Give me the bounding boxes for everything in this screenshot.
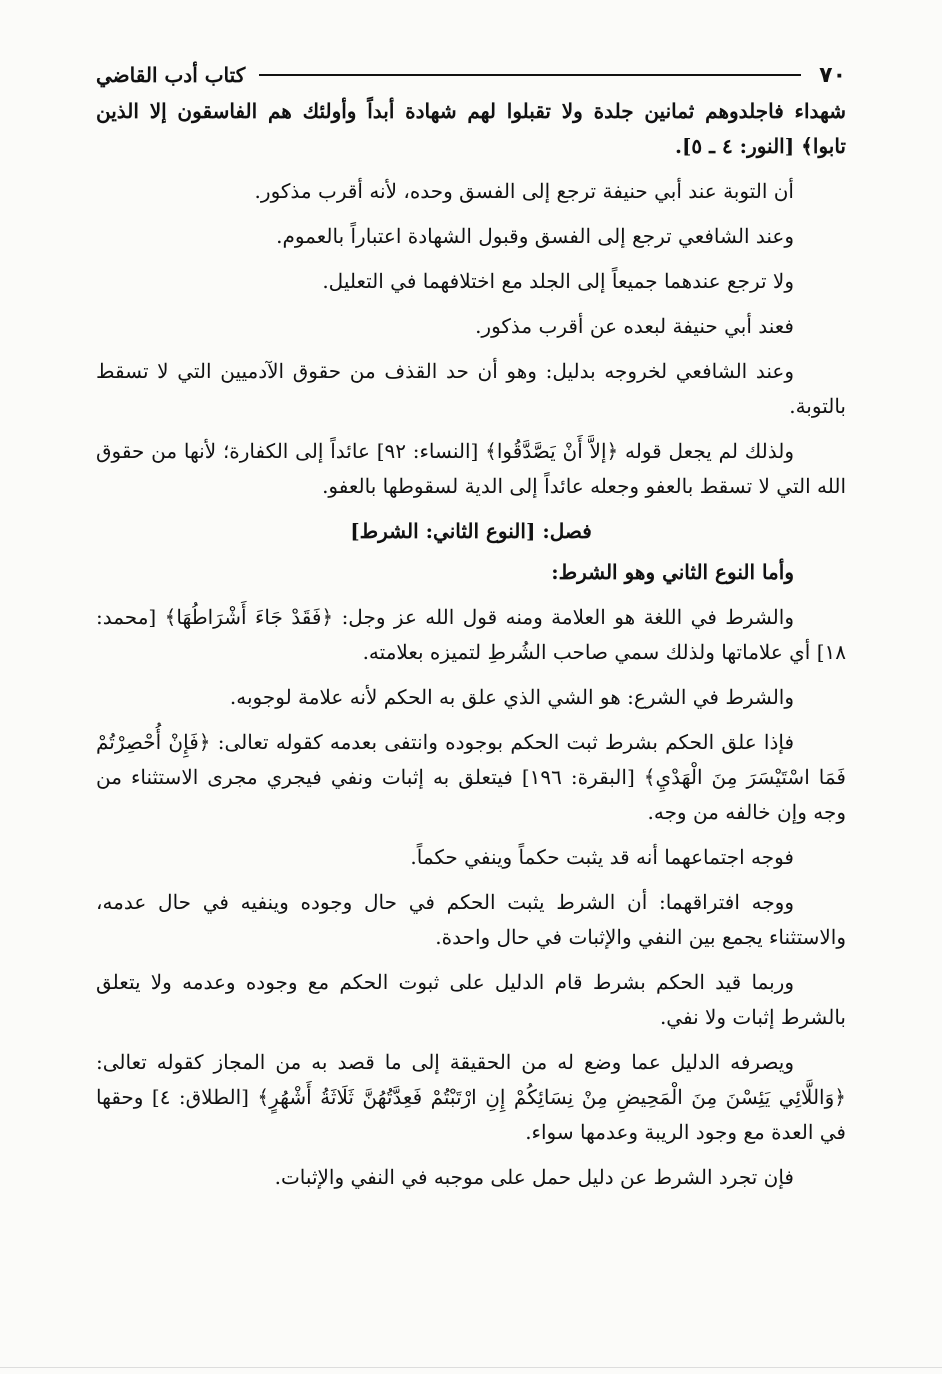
paragraph: ولا ترجع عندهما جميعاً إلى الجلد مع اختلافهما في التعليل. (322, 269, 794, 293)
paragraph: وعند الشافعي ترجع إلى الفسق وقبول الشهادة اعتباراً بالعموم. (276, 224, 794, 248)
page-number: ٧٠ (819, 62, 846, 88)
paragraph: ولذلك لم يجعل قوله ﴿إلاَّ أَنْ يَصَّدَّقُوا﴾ [النساء: ٩٢] عائداً إلى الكفارة؛ لأنها من حقوق الله التي لا تسقط بالعفو وجعله عائداً إلى الدية لسقوطها بالعفو. (96, 439, 846, 498)
paragraph: والشرط في اللغة هو العلامة ومنه قول الله عز وجل: ﴿فَقَدْ جَاءَ أَشْرَاطُهَا﴾ [محمد: ١٨] أي علاماتها ولذلك سمي صاحب الشُرطِ لتميزه بعلامته. (96, 605, 846, 664)
paragraph-verse-continuation: شهداء فاجلدوهم ثمانين جلدة ولا تقبلوا لهم شهادة أبداً وأولئك هم الفاسقون إلا الذين تابوا﴾ [النور: ٤ ـ ٥]. (96, 99, 846, 158)
paragraph: ويصرفه الدليل عما وضع له من الحقيقة إلى ما قصد به من المجاز كقوله تعالى: ﴿وَاللَّائِي يَئِسْنَ مِنَ الْمَحِيضِ مِنْ نِسَائِكُمْ إِنِ ارْتَبْتُمْ فَعِدَّتُهُنَّ ثَلَاثَةُ أَشْهُرٍ﴾ [الطلاق: ٤] وحقها في العدة مع وجود الريبة وعدمها سواء. (96, 1050, 846, 1144)
section-heading: فصل: [النوع الثاني: الشرط] (350, 519, 592, 543)
paragraph: أن التوبة عند أبي حنيفة ترجع إلى الفسق وحده، لأنه أقرب مذكور. (254, 179, 794, 203)
header-rule (259, 74, 801, 76)
page-edge (0, 1367, 942, 1368)
paragraph: فإذا علق الحكم بشرط ثبت الحكم بوجوده وانتفى بعدمه كقوله تعالى: ﴿فَإِنْ أُحْصِرْتُمْ فَمَا اسْتَيْسَرَ مِنَ الْهَدْيِ﴾ [البقرة: ١٩٦] فيتعلق به إثبات ونفي فيجري مجرى الاستثناء من وجه وإن خالفه من وجه. (96, 730, 846, 824)
paragraph: فوجه اجتماعهما أنه قد يثبت حكماً وينفي حكماً. (410, 845, 794, 869)
paragraph-subheading: وأما النوع الثاني وهو الشرط: (551, 560, 794, 584)
paragraph: وعند الشافعي لخروجه بدليل: وهو أن حد القذف من حقوق الآدميين التي لا تسقط بالتوبة. (96, 359, 846, 418)
paragraph: فإن تجرد الشرط عن دليل حمل على موجبه في النفي والإثبات. (274, 1165, 794, 1189)
page-body (96, 94, 846, 1195)
paragraph: وربما قيد الحكم بشرط قام الدليل على ثبوت الحكم مع وجوده وعدمه ولا يتعلق بالشرط إثبات ولا نفي. (96, 970, 846, 1029)
paragraph: والشرط في الشرع: هو الشي الذي علق به الحكم لأنه علامة لوجوبه. (229, 685, 794, 709)
running-header (96, 60, 846, 90)
paragraph: فعند أبي حنيفة لبعده عن أقرب مذكور. (475, 314, 794, 338)
paragraph: ووجه افتراقهما: أن الشرط يثبت الحكم في حال وجوده وينفيه في حال عدمه، والاستثناء يجمع بين النفي والإثبات في حال واحدة. (96, 890, 846, 949)
book-title: كتاب أدب القاضي (96, 63, 246, 87)
